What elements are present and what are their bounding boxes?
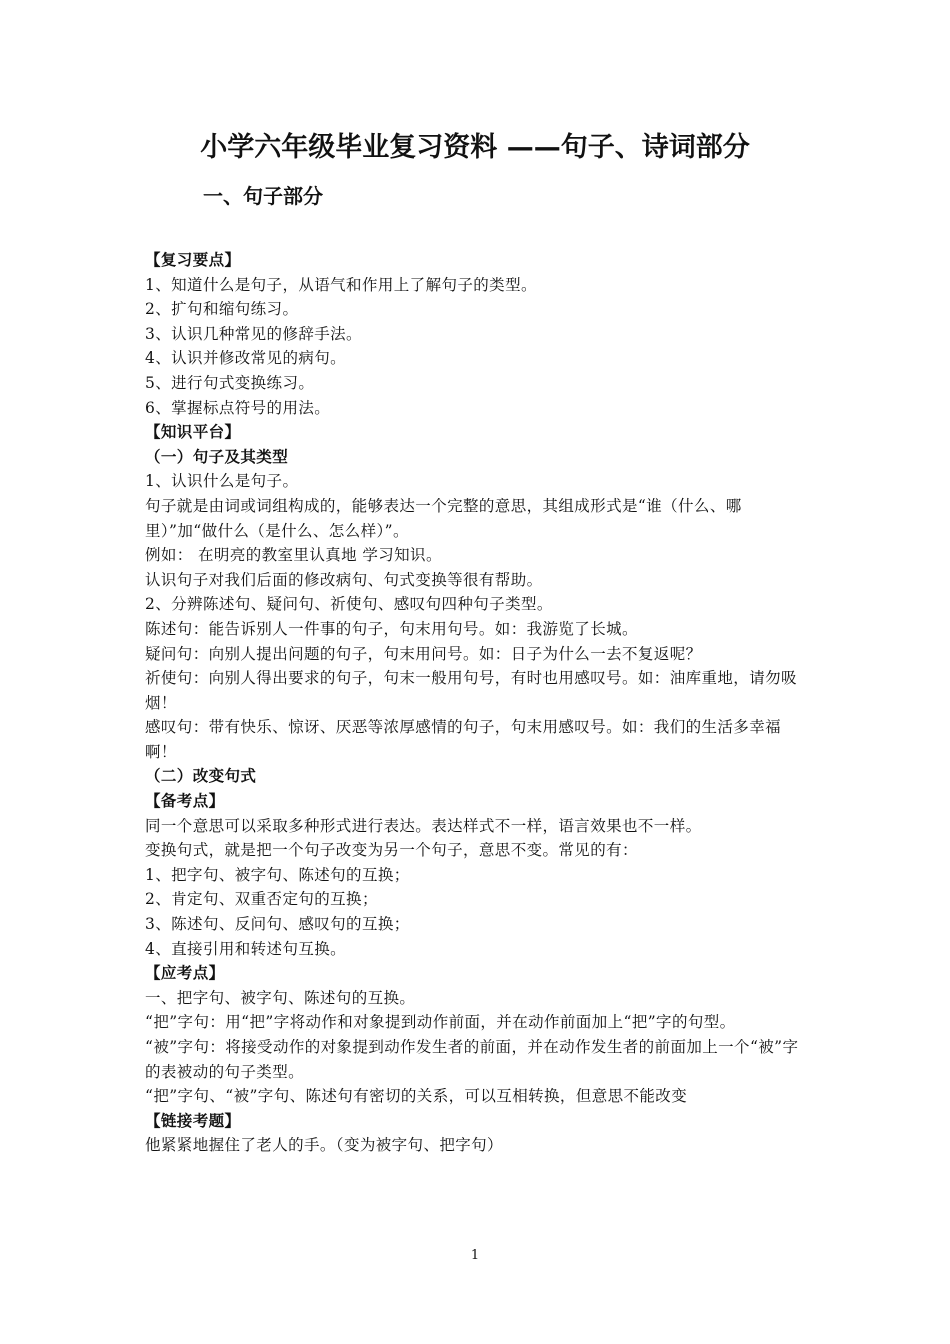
text-line: 认识句子对我们后面的修改病句、句式变换等很有帮助。 xyxy=(145,570,543,589)
text-line: 1、认识什么是句子。 xyxy=(145,472,299,491)
page-number: 1 xyxy=(470,1248,480,1263)
text-line: 3、认识几种常见的修辞手法。 xyxy=(145,324,362,343)
document-title: 小学六年级毕业复习资料 ——句子、诗词部分 xyxy=(200,132,750,163)
text-line: 2、分辨陈述句、疑问句、祈使句、感叹句四种句子类型。 xyxy=(145,595,553,614)
text-line: 4、直接引用和转述句互换。 xyxy=(145,939,347,958)
text-line: 5、进行句式变换练习。 xyxy=(145,373,315,392)
text-line: 他紧紧地握住了老人的手。（变为被字句、把字句） xyxy=(145,1136,503,1155)
text-line: 2、肯定句、双重否定句的互换； xyxy=(145,890,378,909)
document-body xyxy=(145,248,810,1158)
text-line: “把”字句、“被”字句、陈述句有密切的关系，可以互相转换，但意思不能改变 xyxy=(145,1087,688,1106)
text-line: 3、陈述句、反问句、感叹句的互换； xyxy=(145,915,410,934)
text-line: 疑问句：向别人提出问题的句子，句末用问号。如：日子为什么一去不复返呢？ xyxy=(145,644,702,663)
subheading: （二）改变句式 xyxy=(145,767,257,786)
text-line: 一、把字句、被字句、陈述句的互换。 xyxy=(145,988,416,1007)
text-line: 祈使句：向别人得出要求的句子，句末一般用句号，有时也用感叹号。如：油库重地，请勿吸烟！ xyxy=(145,669,797,712)
subheading: 【复习要点】 xyxy=(145,251,241,269)
text-line: 变换句式，就是把一个句子改变为另一个句子，意思不变。常见的有： xyxy=(145,841,638,860)
text-line: 1、把字句、被字句、陈述句的互换； xyxy=(145,865,410,884)
text-line: 2、扩句和缩句练习。 xyxy=(145,300,299,319)
text-line: “被”字句：将接受动作的对象提到动作发生者的前面，并在动作发生者的前面加上一个“被”字的表被动的句子类型。 xyxy=(145,1038,799,1081)
text-line: 1、知道什么是句子，从语气和作用上了解句子的类型。 xyxy=(145,275,537,294)
subheading: 【备考点】 xyxy=(145,792,225,811)
text-line: 6、掌握标点符号的用法。 xyxy=(145,398,331,417)
text-line: 陈述句：能告诉别人一件事的句子，句末用句号。如：我游览了长城。 xyxy=(145,619,638,638)
subheading: 【知识平台】 xyxy=(145,423,241,442)
text-line: 感叹句：带有快乐、惊讶、厌恶等浓厚感情的句子，句末用感叹号。如：我们的生活多幸福啊！ xyxy=(145,718,782,761)
text-line: 句子就是由词或词组构成的，能够表达一个完整的意思，其组成形式是“谁（什么、哪里）”加“做什么（是什么、怎么样）”。 xyxy=(145,496,742,540)
text-line: “把”字句：用“把”字将动作和对象提到动作前面，并在动作前面加上“把”字的句型。 xyxy=(145,1013,736,1032)
text-line: 例如： 在明亮的教室里认真地 学习知识。 xyxy=(145,546,442,565)
subheading: 【应考点】 xyxy=(145,964,225,983)
subheading: 【链接考题】 xyxy=(145,1111,241,1130)
subheading: （一）句子及其类型 xyxy=(145,447,289,466)
section-heading: 一、句子部分 xyxy=(203,184,323,208)
text-line: 4、认识并修改常见的病句。 xyxy=(145,349,347,368)
text-line: 同一个意思可以采取多种形式进行表达。表达样式不一样，语言效果也不一样。 xyxy=(145,816,702,835)
